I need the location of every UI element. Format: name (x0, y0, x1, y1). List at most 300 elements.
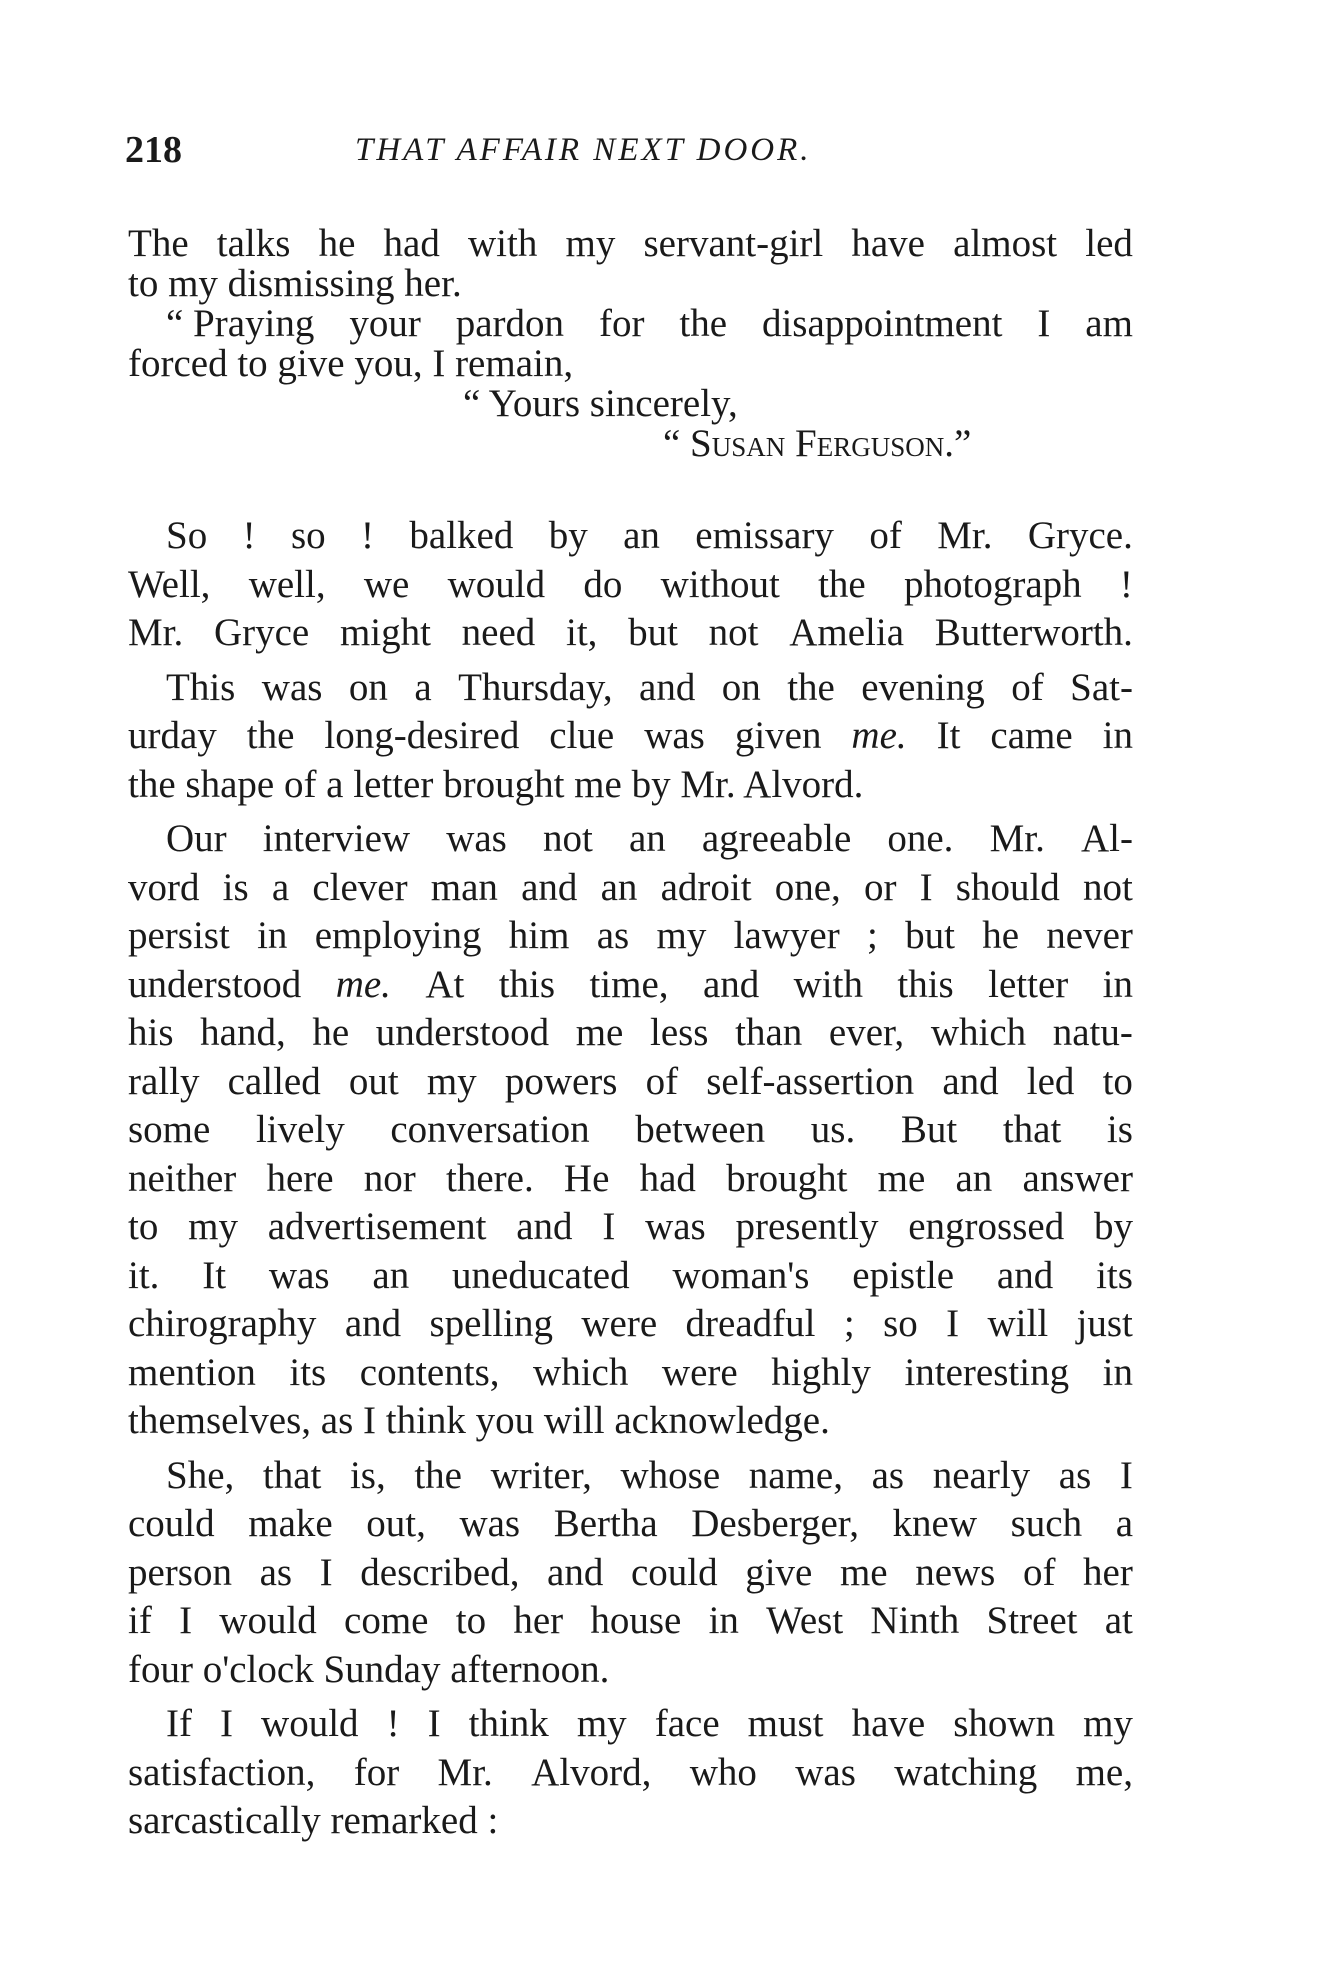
word: of (869, 514, 902, 557)
word: photograph (904, 562, 1082, 606)
word: I (1119, 1453, 1133, 1497)
text-line (128, 1597, 1133, 1646)
text-line (128, 224, 1133, 264)
word: led (1085, 222, 1133, 265)
word: out (348, 1059, 399, 1103)
word: in (1102, 1350, 1133, 1394)
word: me. (335, 962, 391, 1006)
text-line (128, 264, 1133, 304)
word: had (383, 222, 440, 265)
word: engrossed (908, 1205, 1065, 1248)
word: he (318, 222, 356, 265)
word: will (987, 1302, 1049, 1345)
text-line (128, 1797, 1133, 1846)
word: So (166, 514, 208, 557)
word: and (942, 1059, 999, 1103)
word: Well, (128, 562, 211, 606)
word: in (257, 914, 288, 957)
word: the (414, 1453, 462, 1497)
text-line (128, 1009, 1133, 1058)
word: to (1102, 1059, 1133, 1103)
word: Amelia (789, 611, 905, 654)
word: Sat- (1070, 665, 1133, 709)
text-line (128, 304, 1133, 344)
word: house (590, 1599, 682, 1642)
word: have (851, 1702, 926, 1745)
word: between (635, 1108, 766, 1151)
word: to (128, 1205, 159, 1248)
running-title: THAT AFFAIR NEXT DOOR. (355, 132, 812, 168)
word: here (266, 1156, 334, 1200)
word: it. (128, 1253, 160, 1297)
word: Alvord, (531, 1750, 652, 1794)
word: vord (128, 865, 200, 909)
word: adroit (660, 865, 752, 909)
word: was (645, 1205, 706, 1248)
word: servant-girl (643, 222, 824, 265)
word: I (946, 1302, 960, 1345)
word: had (639, 1156, 696, 1200)
word: highly (771, 1350, 871, 1394)
word: this (498, 962, 556, 1006)
word: uneducated (452, 1253, 630, 1297)
paragraph (128, 815, 1133, 1446)
text-line (128, 1700, 1133, 1749)
word: employing (314, 914, 482, 957)
word: the shape of a letter brought me by Mr. Alvord. (128, 762, 864, 806)
word: whose (620, 1453, 721, 1497)
word: not (1082, 865, 1133, 909)
word: mention (128, 1350, 256, 1394)
word: brought (726, 1156, 848, 1200)
word: It (936, 714, 961, 757)
word: me. (851, 714, 907, 757)
word: so (883, 1302, 918, 1345)
word: ever, (828, 1011, 905, 1054)
word: which (930, 1011, 1027, 1054)
word: with (468, 222, 538, 265)
word: on (721, 665, 761, 709)
word: interview (262, 817, 411, 860)
word: Mr. (937, 514, 993, 557)
word: the (246, 714, 295, 757)
word: must (747, 1702, 824, 1745)
word: Desberger, (691, 1502, 859, 1545)
word: letter (988, 962, 1069, 1006)
word: me, (1075, 1750, 1133, 1794)
text-line (128, 1203, 1133, 1252)
word: name, (748, 1453, 843, 1497)
word: balked (409, 514, 514, 557)
word: I (220, 1702, 234, 1745)
word: themselves, as I think you will acknowledge. (128, 1399, 830, 1442)
text-line (128, 815, 1133, 864)
text-line (128, 561, 1133, 610)
word: as (259, 1550, 293, 1594)
word: might (339, 611, 431, 654)
text-line (128, 1646, 1133, 1695)
word: lawyer (733, 914, 840, 957)
word: news (915, 1550, 996, 1594)
word: an (628, 817, 666, 860)
word: as (596, 914, 630, 957)
word: never (1046, 914, 1133, 957)
word: satisfaction, (128, 1750, 316, 1794)
word: presently (735, 1205, 879, 1248)
word: in (1102, 962, 1133, 1006)
word: an (372, 1253, 410, 1297)
word: neither (128, 1156, 237, 1200)
word: evening (861, 665, 985, 709)
word: an (600, 865, 638, 909)
word: would (447, 562, 546, 606)
word: led (1026, 1059, 1075, 1103)
paragraph (128, 512, 1133, 658)
text-line (128, 1749, 1133, 1798)
word: such (1010, 1502, 1083, 1545)
word: the (787, 665, 835, 709)
letter-closing: “ Yours sincerely, (463, 382, 738, 425)
word: I (319, 1550, 333, 1594)
word: I (602, 1205, 616, 1248)
word: This (166, 665, 236, 709)
word: and (547, 1550, 604, 1594)
word: and (996, 1253, 1054, 1297)
paragraph (128, 1700, 1133, 1846)
word: for (353, 1750, 400, 1794)
word: less (649, 1011, 709, 1054)
word: advertisement (267, 1205, 487, 1248)
page-number: 218 (125, 129, 182, 171)
word: nearly (932, 1453, 1031, 1497)
word: shown (953, 1702, 1056, 1745)
word: “ Praying (166, 302, 315, 345)
word: were (661, 1350, 738, 1394)
word: ; (843, 1302, 855, 1345)
word: sarcastically remarked : (128, 1799, 499, 1842)
body-text (128, 224, 1133, 1852)
paragraphs (128, 512, 1133, 1852)
word: time, (589, 962, 669, 1006)
word: ; (866, 914, 878, 957)
word: could (630, 1550, 718, 1594)
word: my (1083, 1702, 1133, 1745)
word: an (623, 514, 660, 557)
word: should (955, 865, 1060, 909)
word: my (426, 1059, 477, 1103)
word: self-assertion (706, 1059, 915, 1103)
word: and (639, 665, 696, 709)
word: on (348, 665, 388, 709)
word: a (1115, 1502, 1133, 1545)
text-line (128, 609, 1133, 658)
text-line (128, 512, 1133, 561)
text-line (128, 1349, 1133, 1398)
word: to my dismissing her. (128, 262, 462, 305)
word: hand, (200, 1011, 286, 1054)
word: described, (360, 1550, 520, 1594)
word: the (679, 302, 728, 345)
word: was (644, 714, 705, 757)
word: and (344, 1302, 402, 1345)
word: him (508, 914, 570, 957)
word: ! (242, 514, 256, 557)
word: pardon (455, 302, 565, 345)
word: knew (892, 1502, 978, 1545)
word: is (1106, 1108, 1133, 1151)
word: one, (774, 865, 841, 909)
word: contents, (359, 1350, 500, 1394)
word: without (660, 562, 780, 606)
word: given (734, 714, 822, 757)
word: which (533, 1350, 629, 1394)
word: interesting (904, 1350, 1070, 1394)
word: four o'clock Sunday afternoon. (128, 1647, 610, 1691)
word: in (1102, 714, 1133, 757)
word: than (735, 1011, 803, 1054)
word: nor (363, 1156, 416, 1200)
word: your (349, 302, 421, 345)
word: he (982, 914, 1020, 957)
word: was (261, 665, 323, 709)
text-line (128, 712, 1133, 761)
word: but (905, 914, 955, 957)
word: and (521, 865, 578, 909)
word: come (344, 1599, 429, 1642)
word: as (1058, 1453, 1092, 1497)
word: man (430, 865, 498, 909)
word: well, (248, 562, 326, 606)
word: that (262, 1453, 322, 1497)
word: West (766, 1599, 844, 1642)
text-line (128, 344, 1133, 384)
word: would (219, 1599, 317, 1642)
word: persist (128, 914, 230, 957)
word: do (583, 562, 623, 606)
word: in (708, 1599, 739, 1642)
letter-signature: “ Susan Ferguson.” (663, 422, 972, 465)
word: I (179, 1599, 193, 1642)
word: rally (128, 1059, 200, 1103)
word: understood (128, 962, 302, 1006)
word: talks (216, 222, 291, 265)
word: ! (361, 514, 375, 557)
text-line (128, 1500, 1133, 1549)
word: a (414, 665, 432, 709)
text-line (128, 664, 1133, 713)
text-line (128, 1106, 1133, 1155)
word: some (128, 1108, 211, 1151)
word: was (446, 817, 507, 860)
word: were (581, 1302, 658, 1345)
word: if (128, 1599, 152, 1642)
word: called (227, 1059, 321, 1103)
word: could (128, 1502, 215, 1545)
word: answer (1022, 1156, 1133, 1200)
text-line (128, 864, 1133, 913)
word: one. (887, 817, 954, 860)
word: epistle (852, 1253, 955, 1297)
word: Gryce (213, 611, 310, 654)
word: we (363, 562, 410, 606)
text-line (128, 1252, 1133, 1301)
word: agreeable (701, 817, 852, 860)
word: writer, (490, 1453, 592, 1497)
word: make (248, 1502, 333, 1545)
word: as (871, 1453, 905, 1497)
text-line (128, 761, 1133, 810)
word: dreadful (685, 1302, 816, 1345)
word: spelling (429, 1302, 553, 1345)
text-line (128, 1155, 1133, 1204)
word: out, (366, 1502, 426, 1545)
word: forced to give you, I remain, (128, 342, 574, 385)
word: But (900, 1108, 958, 1151)
word: her (513, 1599, 564, 1642)
word: face (654, 1702, 720, 1745)
word: disappointment (761, 302, 1003, 345)
word: natu- (1052, 1011, 1133, 1054)
word: lively (255, 1108, 345, 1151)
word: Butterworth. (934, 611, 1133, 654)
word: Mr. (128, 611, 184, 654)
word: powers (504, 1059, 618, 1103)
word: with (793, 962, 863, 1006)
word: or (863, 865, 897, 909)
word: ! (386, 1702, 400, 1745)
word: for (598, 302, 645, 345)
word: I (1037, 302, 1051, 345)
word: is (222, 865, 249, 909)
text-line (128, 1397, 1133, 1446)
word: is, (349, 1453, 386, 1497)
word: I (427, 1702, 441, 1745)
word: Bertha (553, 1502, 658, 1545)
word: he (312, 1011, 350, 1054)
word: Mr. (437, 1750, 493, 1794)
word: clue (549, 714, 615, 757)
text-line (128, 1058, 1133, 1107)
word: its (289, 1350, 327, 1394)
word: If (166, 1702, 192, 1745)
word: Street (986, 1599, 1078, 1642)
word: ! (1119, 562, 1133, 606)
word: was (459, 1502, 521, 1545)
word: emissary (695, 514, 834, 557)
word: long-desired (324, 714, 520, 757)
word: It (202, 1253, 227, 1297)
word: it, (566, 611, 598, 654)
word: an (955, 1156, 993, 1200)
word: give (745, 1550, 813, 1594)
section-gap (128, 464, 1133, 512)
word: that (1002, 1108, 1062, 1151)
word: have (851, 222, 925, 265)
letter-block (128, 224, 1133, 384)
word: and (516, 1205, 573, 1248)
word: the (818, 562, 866, 606)
page-header (125, 128, 1125, 188)
word: who (689, 1750, 757, 1794)
word: Mr. (989, 817, 1045, 860)
text-line (128, 1549, 1133, 1598)
paragraph (128, 1452, 1133, 1695)
paragraph-gap (128, 1846, 1133, 1852)
word: of (645, 1059, 679, 1103)
word: He (563, 1156, 610, 1200)
text-line (128, 961, 1133, 1010)
word: me (839, 1550, 888, 1594)
word: came (990, 714, 1073, 757)
word: there. (446, 1156, 534, 1200)
word: think (468, 1702, 549, 1745)
word: chirography (128, 1302, 317, 1345)
word: Gryce. (1027, 514, 1133, 557)
word: The (128, 222, 189, 265)
word: watching (894, 1750, 1038, 1794)
word: was (795, 1750, 856, 1794)
word: She, (166, 1453, 235, 1497)
word: me (877, 1156, 926, 1200)
word: but (628, 611, 678, 654)
word: urday (128, 714, 217, 757)
word: clever (312, 865, 408, 909)
word: by (1093, 1205, 1133, 1248)
word: a (271, 865, 290, 909)
word: understood (375, 1011, 550, 1054)
word: his (128, 1011, 174, 1054)
word: would (261, 1702, 359, 1745)
word: was (268, 1253, 330, 1297)
word: At (425, 962, 465, 1006)
word: Our (166, 817, 227, 860)
word: Al- (1080, 817, 1133, 860)
text-line (128, 1300, 1133, 1349)
text-line (128, 912, 1133, 961)
word: just (1076, 1302, 1133, 1345)
word: need (461, 611, 536, 654)
paragraph (128, 664, 1133, 810)
word: my (188, 1205, 238, 1248)
word: almost (953, 222, 1058, 265)
word: person (128, 1550, 232, 1594)
word: my (576, 1702, 627, 1745)
word: at (1104, 1599, 1133, 1642)
text-line (128, 1452, 1133, 1501)
word: Thursday, (458, 665, 613, 709)
word: us. (810, 1108, 856, 1151)
word: and (702, 962, 760, 1006)
word: I (919, 865, 933, 909)
word: not (542, 817, 593, 860)
word: not (708, 611, 759, 654)
word: woman's (672, 1253, 810, 1297)
word: of (1022, 1550, 1056, 1594)
word: this (897, 962, 954, 1006)
word: its (1096, 1253, 1133, 1297)
word: Ninth (870, 1599, 960, 1642)
word: am (1085, 302, 1133, 345)
word: me (575, 1011, 624, 1054)
word: to (455, 1599, 487, 1642)
word: of (1011, 665, 1044, 709)
word: my (565, 222, 616, 265)
word: by (548, 514, 588, 557)
word: so (290, 514, 326, 557)
word: my (656, 914, 707, 957)
word: her (1083, 1550, 1133, 1594)
word: conversation (390, 1108, 590, 1151)
